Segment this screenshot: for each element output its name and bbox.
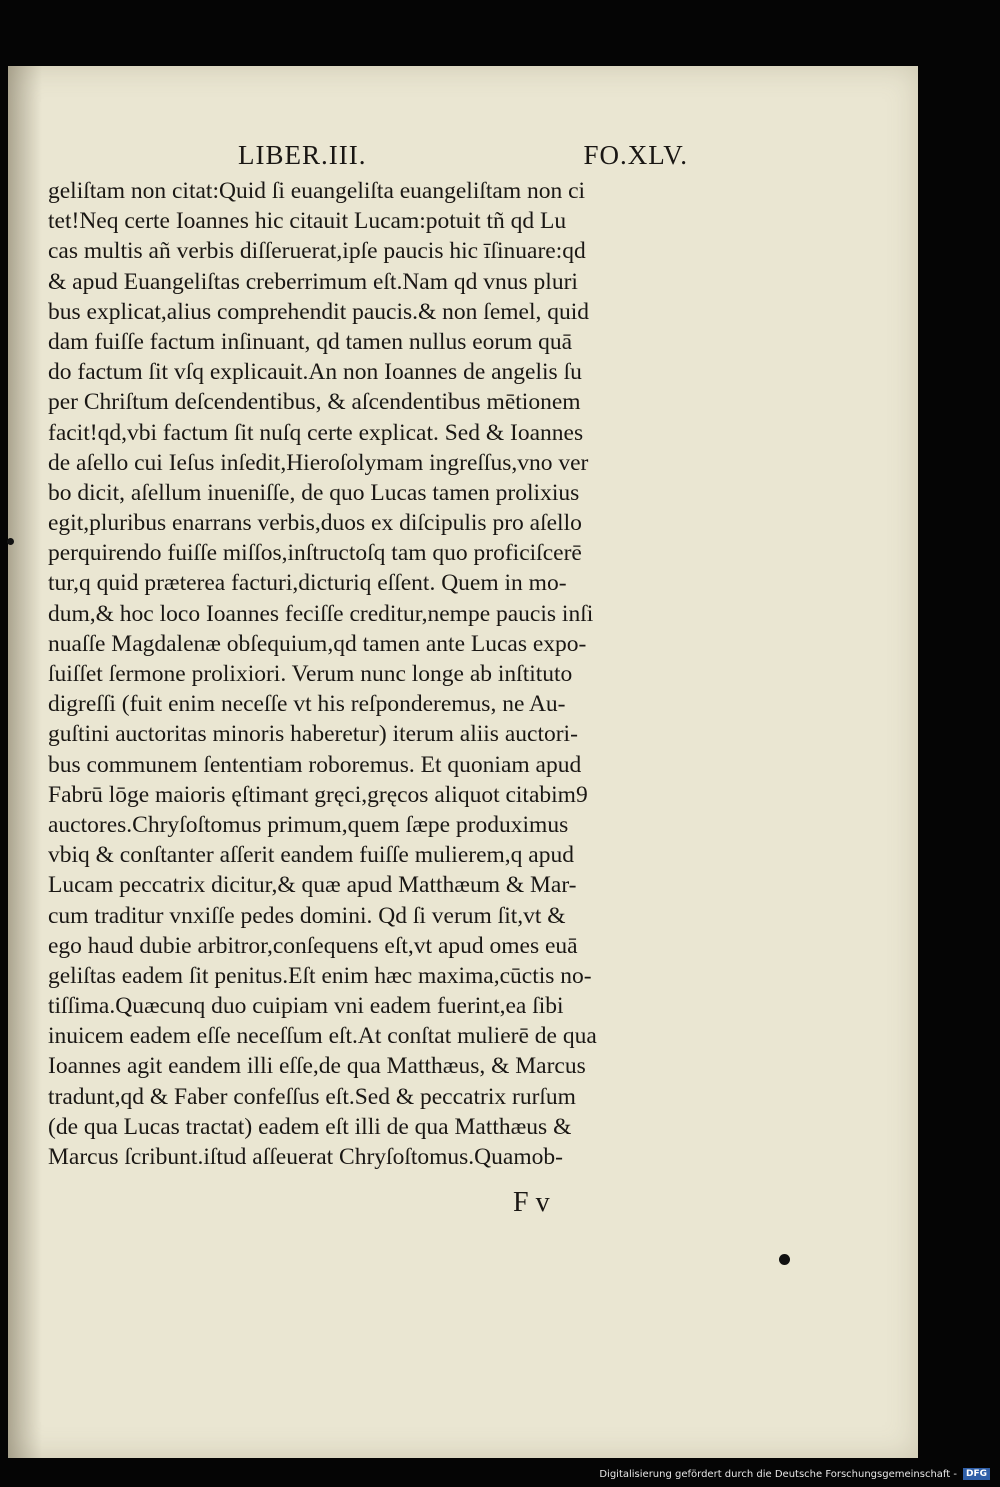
gutter-shadow: [8, 66, 42, 1458]
text-line: Marcus ſcribunt.iſtud aſſeuerat Chryſoſtomus.Quamob-: [48, 1144, 563, 1170]
text-line: Lucam peccatrix dicitur,& quæ apud Matthæum & Mar-: [48, 872, 577, 899]
text-line: digreſſi (fuit enim neceſſe vt his reſponderemus, ne Au-: [48, 691, 566, 718]
folio-number: FO.XLV.: [583, 140, 688, 170]
text-line: Fabrū lōge maioris ęſtimant gręci,gręcos aliquot citabim9: [48, 781, 588, 808]
text-line: de aſello cui Ieſus inſedit,Hieroſolymam ingreſſus,vno ver: [48, 449, 589, 476]
margin-dot: [779, 1254, 790, 1265]
text-line: vbiq & conſtanter aſſerit eandem fuiſſe mulierem,q apud: [48, 842, 574, 869]
text-line: dum,& hoc loco Ioannes feciſſe creditur,nempe paucis inſi: [48, 600, 594, 627]
text-line: tiſſima.Quæcunq duo cuipiam vni eadem fuerint,ea ſibi: [48, 993, 564, 1020]
dfg-logo: DFG: [963, 1468, 990, 1480]
text-line: bo dicit, aſellum inueniſſe, de quo Lucas tamen prolixius: [48, 479, 580, 506]
text-line: nuaſſe Magdalenæ obſequium,qd tamen ante Lucas expo-: [48, 630, 587, 657]
text-line: geliſtas eadem ſit penitus.Eſt enim hæc maxima,cūctis no-: [48, 962, 592, 989]
text-line: tradunt,qd & Faber confeſſus eſt.Sed & peccatrix rurſum: [48, 1083, 576, 1110]
text-line: cum traditur vnxiſſe pedes domini. Qd ſi verum ſit,vt &: [48, 902, 566, 929]
text-line: & apud Euangeliſtas creberrimum eſt.Nam qd vnus pluri: [48, 268, 578, 295]
text-line: Ioannes agit eandem illi eſſe,de qua Matthæus, & Marcus: [48, 1053, 586, 1080]
text-line: tur,q quid præterea facturi,dicturiq eſſent. Quem in mo-: [48, 570, 567, 597]
text-line: per Chriſtum deſcendentibus, & aſcendentibus mētionem: [48, 389, 581, 416]
text-line: ſuiſſet ſermone prolixiori. Verum nunc longe ab inſtituto: [48, 661, 573, 687]
text-line: geliſtam non citat:Quid ſi euangeliſta euangeliſtam non ci: [48, 178, 586, 204]
book-page: [8, 66, 918, 1458]
running-head-left: LIBER.III.: [238, 140, 367, 170]
text-line: ego haud dubie arbitror,conſequens eſt,vt apud omes euā: [48, 932, 578, 959]
footer-credit-text: Digitalisierung gefördert durch die Deutsche Forschungsgemeinschaft -: [599, 1468, 957, 1480]
signature-mark: F v: [513, 1187, 550, 1218]
text-line: (de qua Lucas tractat) eadem eſt illi de qua Matthæus &: [48, 1113, 572, 1140]
text-line: perquirendo fuiſſe miſſos,inſtructoſq tam quo proficiſcerē: [48, 540, 582, 567]
text-line: dam fuiſſe factum inſinuant, qd tamen nullus eorum quā: [48, 328, 573, 355]
text-line: inuicem eadem eſſe neceſſum eſt.At conſtat mulierē de qua: [48, 1023, 597, 1050]
text-line: facit!qd,vbi factum ſit nuſq certe explicat. Sed & Ioannes: [48, 419, 584, 446]
footer-credit: [599, 1464, 990, 1484]
text-line: bus explicat,alius comprehendit paucis.& non ſemel, quid: [48, 298, 590, 325]
text-line: tet!Neq certe Ioannes hic citauit Lucam:potuit tñ qd Lu: [48, 208, 567, 235]
text-line: auctores.Chryſoſtomus primum,quem ſæpe produximus: [48, 811, 569, 838]
running-head: [48, 136, 688, 176]
text-line: cas multis añ verbis diſſeruerat,ipſe paucis hic īſinuare:qd: [48, 238, 586, 265]
body-text: [48, 176, 688, 1172]
text-line: guſtini auctoritas minoris haberetur) iterum aliis auctori-: [48, 721, 578, 748]
text-line: bus communem ſententiam roboremus. Et quoniam apud: [48, 751, 582, 778]
text-line: do factum ſit vſq explicauit.An non Ioannes de angelis ſu: [48, 359, 582, 386]
text-block: [48, 136, 688, 1172]
text-line: egit,pluribus enarrans verbis,duos ex diſcipulis pro aſello: [48, 510, 582, 537]
margin-dot: [7, 538, 14, 545]
